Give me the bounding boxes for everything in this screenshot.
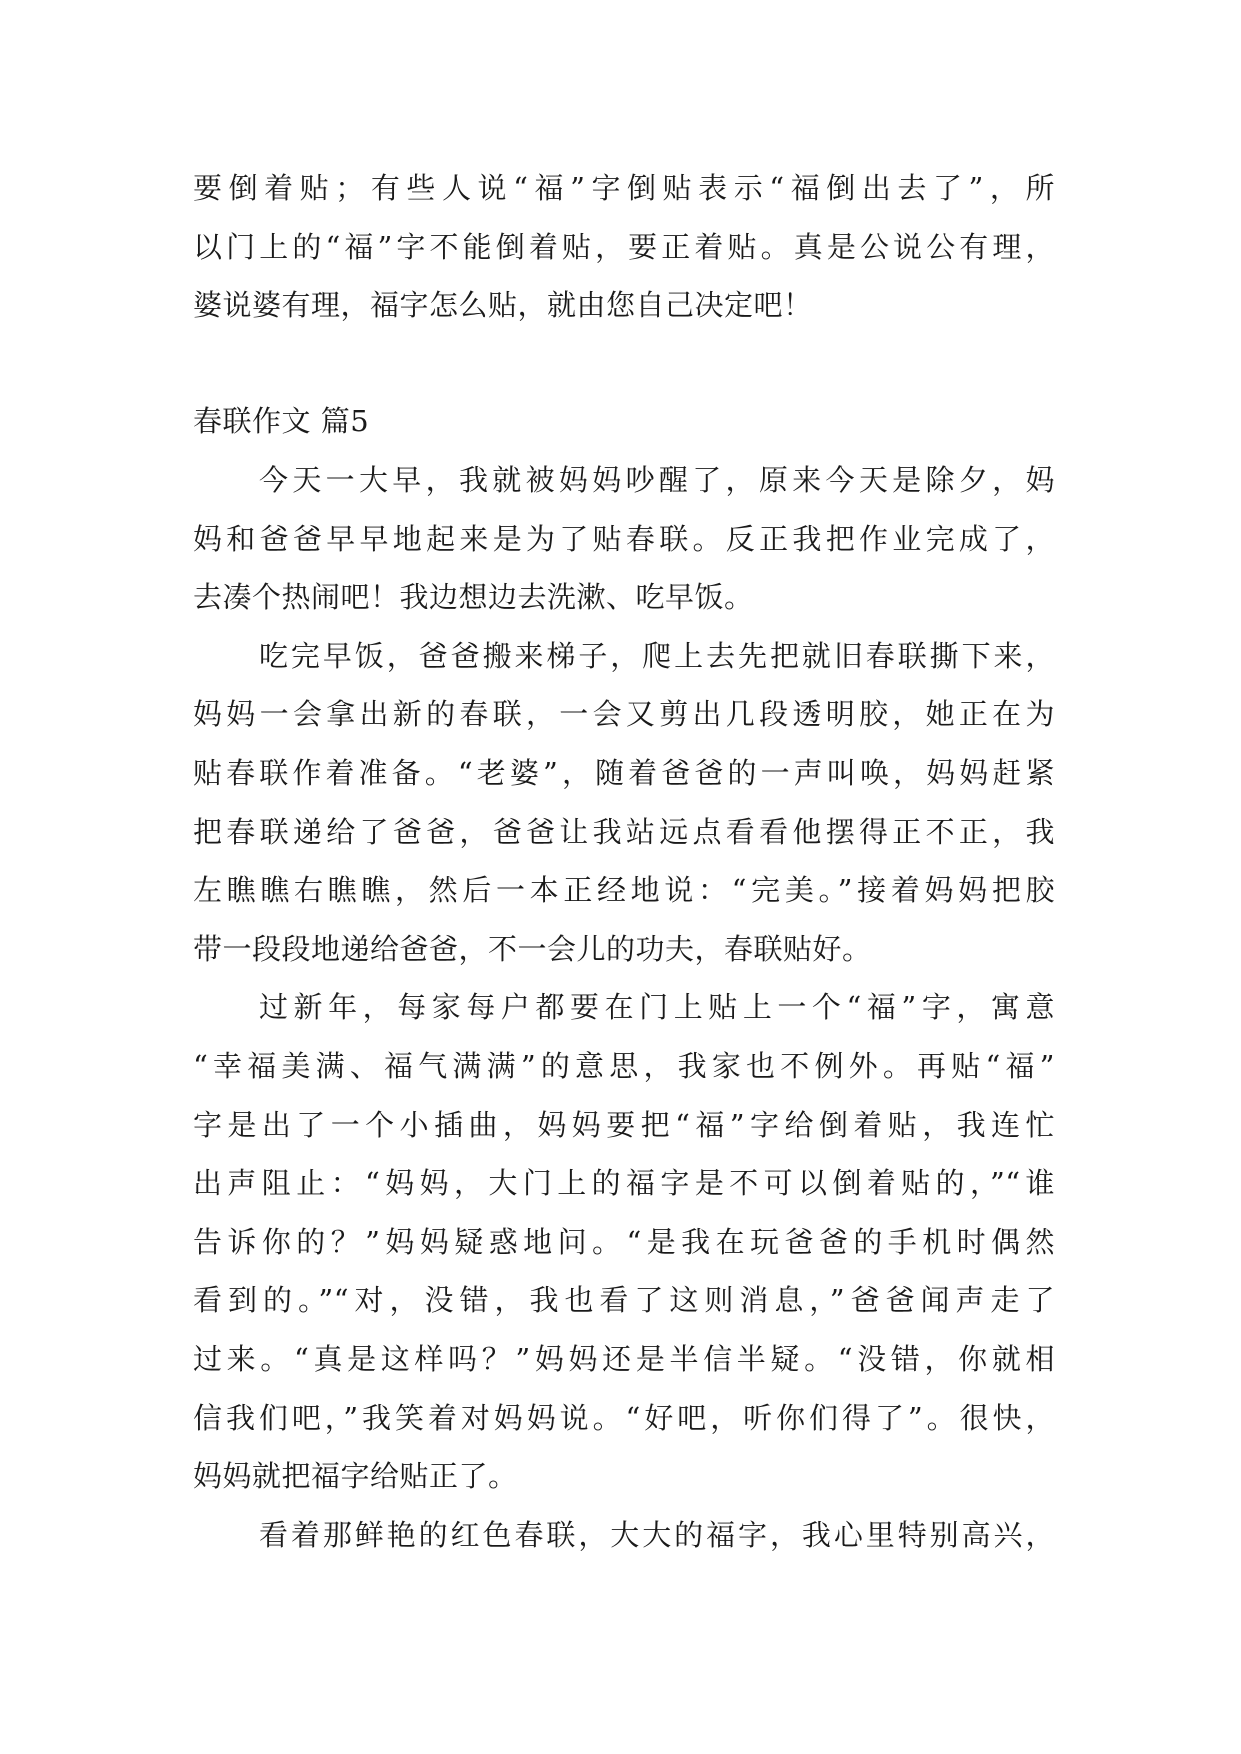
text-line: 以门上的“福”字不能倒着贴，要正着贴。真是公说公有理， <box>193 229 1055 264</box>
text-line: 告诉你的？”妈妈疑惑地问。“是我在玩爸爸的手机时偶然 <box>193 1224 1055 1259</box>
text-line: 妈和爸爸早早地起来是为了贴春联。反正我把作业完成了， <box>193 521 1055 556</box>
text-line: 信我们吧，”我笑着对妈妈说。“好吧，听你们得了”。很快， <box>193 1400 1055 1435</box>
text-line: “幸福美满、福气满满”的意思，我家也不例外。再贴“福” <box>193 1048 1055 1083</box>
intro-paragraph <box>193 159 1055 335</box>
text-line: 把春联递给了爸爸，爸爸让我站远点看看他摆得正不正，我 <box>193 814 1055 849</box>
text-line: 过新年，每家每户都要在门上贴上一个“福”字，寓意 <box>259 990 1055 1025</box>
text-line: 带一段段地递给爸爸，不一会儿的功夫，春联贴好。 <box>193 931 872 966</box>
text-line: 字是出了一个小插曲，妈妈要把“福”字给倒着贴，我连忙 <box>193 1107 1055 1142</box>
essay-body <box>193 451 1055 1564</box>
text-line: 今天一大早，我就被妈妈吵醒了，原来今天是除夕，妈 <box>259 463 1055 497</box>
text-line: 吃完早饭，爸爸搬来梯子，爬上去先把就旧春联撕下来， <box>259 638 1055 673</box>
section-heading: 春联作文 篇5 <box>193 404 370 438</box>
text-line: 婆说婆有理，福字怎么贴，就由您自己决定吧！ <box>193 288 813 323</box>
text-line: 贴春联作着准备。“老婆”，随着爸爸的一声叫唤，妈妈赶紧 <box>193 755 1055 790</box>
text-line: 过来。“真是这样吗？”妈妈还是半信半疑。“没错，你就相 <box>193 1341 1055 1376</box>
text-line: 看着那鲜艳的红色春联，大大的福字，我心里特别高兴， <box>259 1517 1055 1552</box>
text-line: 左瞧瞧右瞧瞧，然后一本正经地说：“完美。”接着妈妈把胶 <box>193 873 1055 908</box>
text-line: 妈妈一会拿出新的春联，一会又剪出几段透明胶，她正在为 <box>193 697 1055 732</box>
text-line: 妈妈就把福字给贴正了。 <box>193 1459 518 1494</box>
text-line: 出声阻止：“妈妈，大门上的福字是不可以倒着贴的，”“谁 <box>193 1166 1055 1201</box>
text-line: 去凑个热闹吧！我边想边去洗漱、吃早饭。 <box>193 580 754 615</box>
text-line: 要倒着贴；有些人说“福”字倒贴表示“福倒出去了”，所 <box>193 171 1055 205</box>
text-line: 看到的。”“对，没错，我也看了这则消息，”爸爸闻声走了 <box>193 1283 1055 1318</box>
